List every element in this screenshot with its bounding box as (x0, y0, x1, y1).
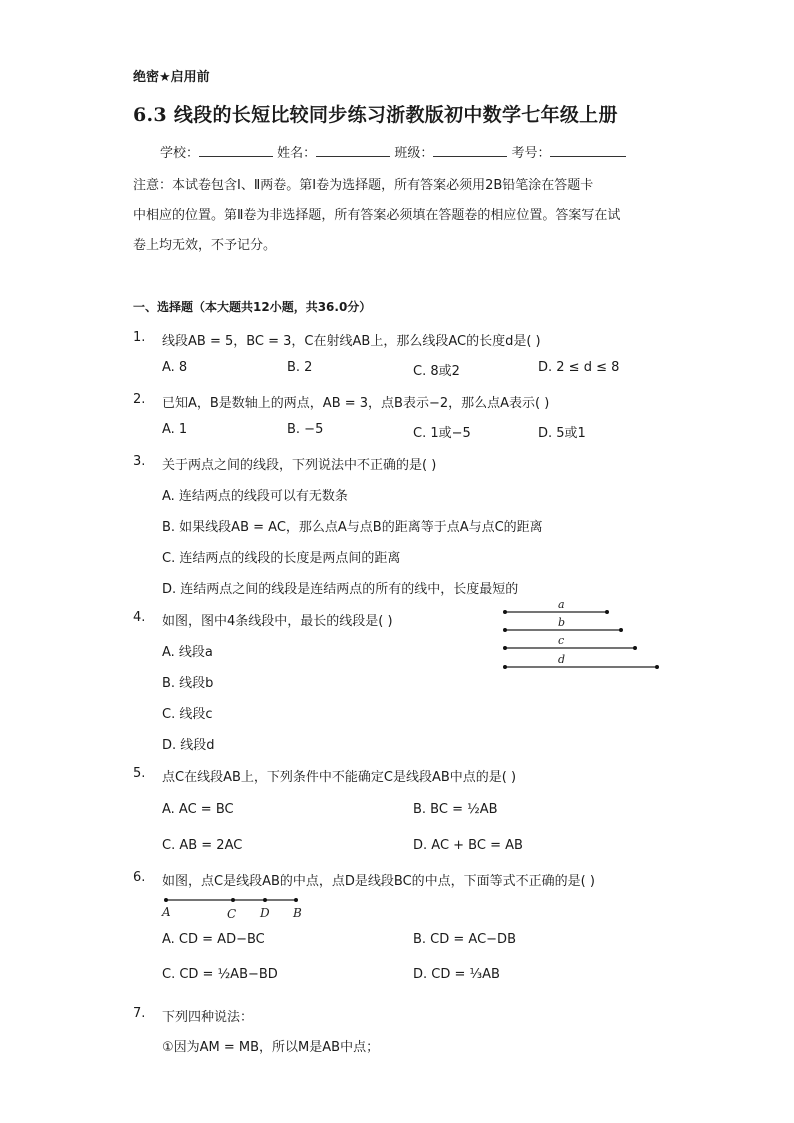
option-b[interactable]: B. CD = AC−DB (413, 932, 516, 947)
point-label-a: A (162, 905, 171, 919)
notice-line-2: 中相应的位置。第Ⅱ卷为非选择题，所有答案必须填在答题卷的相应位置。答案写在试 (133, 208, 621, 223)
question-number: 3. (133, 454, 146, 469)
question-stem: 如图，图中4条线段中，最长的线段是( ) (162, 614, 393, 629)
school-field[interactable] (199, 144, 273, 157)
statement-1: ①因为AM = MB，所以M是AB中点； (162, 1040, 380, 1055)
notice-line-1: 注意：本试卷包含Ⅰ、Ⅱ两卷。第Ⅰ卷为选择题，所有答案必须用2B铅笔涂在答题卡 (133, 178, 594, 193)
option-a[interactable]: A. 连结两点的线段可以有无数条 (162, 489, 348, 504)
option-a[interactable]: A. 1 (162, 422, 188, 437)
option-a[interactable]: A. CD = AD−BC (162, 932, 265, 947)
option-a[interactable]: A. 线段a (162, 645, 213, 660)
option-b[interactable]: B. 线段b (162, 676, 214, 691)
option-a[interactable]: A. 8 (162, 360, 188, 375)
question-stem: 已知A，B是数轴上的两点，AB = 3，点B表示−2，那么点A表示( ) (162, 396, 550, 411)
segment-endpoint (605, 610, 609, 614)
question-stem: 关于两点之间的线段，下列说法中不正确的是( ) (162, 458, 437, 473)
exam-no-label: 考号： (511, 146, 551, 161)
exam-no-field[interactable] (550, 144, 626, 157)
question-stem: 线段AB = 5，BC = 3，C在射线AB上，那么线段AC的长度d是( ) (162, 334, 541, 349)
option-d[interactable]: D. 连结两点之间的线段是连结两点的所有的线中，长度最短的 (162, 582, 519, 597)
option-d[interactable]: D. 线段d (162, 738, 215, 753)
option-d[interactable]: D. 5或1 (538, 426, 586, 441)
question-number: 4. (133, 610, 146, 625)
segment-endpoint (503, 628, 507, 632)
option-c[interactable]: C. 8或2 (413, 364, 460, 379)
question-number: 6. (133, 870, 146, 885)
question-stem: 如图，点C是线段AB的中点，点D是线段BC的中点，下面等式不正确的是( ) (162, 874, 595, 889)
question-number: 1. (133, 330, 146, 345)
option-b[interactable]: B. −5 (287, 422, 324, 437)
segments-figure (500, 598, 665, 674)
option-b[interactable]: B. BC = ½AB (413, 802, 498, 817)
class-field[interactable] (433, 144, 507, 157)
school-label: 学校： (160, 146, 200, 161)
class-label: 班级： (394, 146, 434, 161)
option-c[interactable]: C. AB = 2AC (162, 838, 243, 853)
option-d[interactable]: D. AC + BC = AB (413, 838, 523, 853)
point-a-dot (164, 898, 168, 902)
segment-endpoint (619, 628, 623, 632)
segment-label-b: b (558, 616, 566, 629)
segment-endpoint (503, 646, 507, 650)
point-d-dot (263, 898, 267, 902)
point-label-c: C (227, 907, 237, 921)
point-label-b: B (293, 906, 302, 920)
option-b[interactable]: B. 2 (287, 360, 313, 375)
student-info-row (160, 142, 626, 161)
option-c[interactable]: C. 连结两点的线段的长度是两点间的距离 (162, 551, 401, 566)
midpoint-figure (160, 893, 305, 923)
point-c-dot (231, 898, 235, 902)
segment-endpoint (503, 665, 507, 669)
question-number: 2. (133, 392, 146, 407)
option-c[interactable]: C. 线段c (162, 707, 213, 722)
option-b[interactable]: B. 如果线段AB = AC，那么点A与点B的距离等于点A与点C的距离 (162, 520, 543, 535)
segment-label-a: a (558, 598, 565, 611)
option-a[interactable]: A. AC = BC (162, 802, 234, 817)
option-d[interactable]: D. CD = ⅓AB (413, 967, 500, 982)
section-heading: 一、选择题（本大题共12小题，共36.0分） (133, 300, 372, 314)
option-c[interactable]: C. 1或−5 (413, 426, 471, 441)
segment-endpoint (503, 610, 507, 614)
name-field[interactable] (316, 144, 390, 157)
option-c[interactable]: C. CD = ½AB−BD (162, 967, 278, 982)
point-b-dot (294, 898, 298, 902)
secret-label: 绝密★启用前 (133, 70, 210, 85)
question-number: 7. (133, 1006, 146, 1021)
page-title: 6.3 线段的长短比较同步练习浙教版初中数学七年级上册 (133, 104, 618, 126)
question-stem: 下列四种说法： (162, 1010, 254, 1025)
segment-label-c: c (558, 634, 565, 647)
option-d[interactable]: D. 2 ≤ d ≤ 8 (538, 360, 620, 375)
question-number: 5. (133, 766, 146, 781)
segment-endpoint (633, 646, 637, 650)
segment-endpoint (655, 665, 659, 669)
question-stem: 点C在线段AB上，下列条件中不能确定C是线段AB中点的是( ) (162, 770, 517, 785)
segment-label-d: d (558, 653, 566, 666)
name-label: 姓名： (277, 146, 317, 161)
notice-line-3: 卷上均无效，不予记分。 (133, 238, 277, 253)
point-label-d: D (260, 906, 270, 920)
